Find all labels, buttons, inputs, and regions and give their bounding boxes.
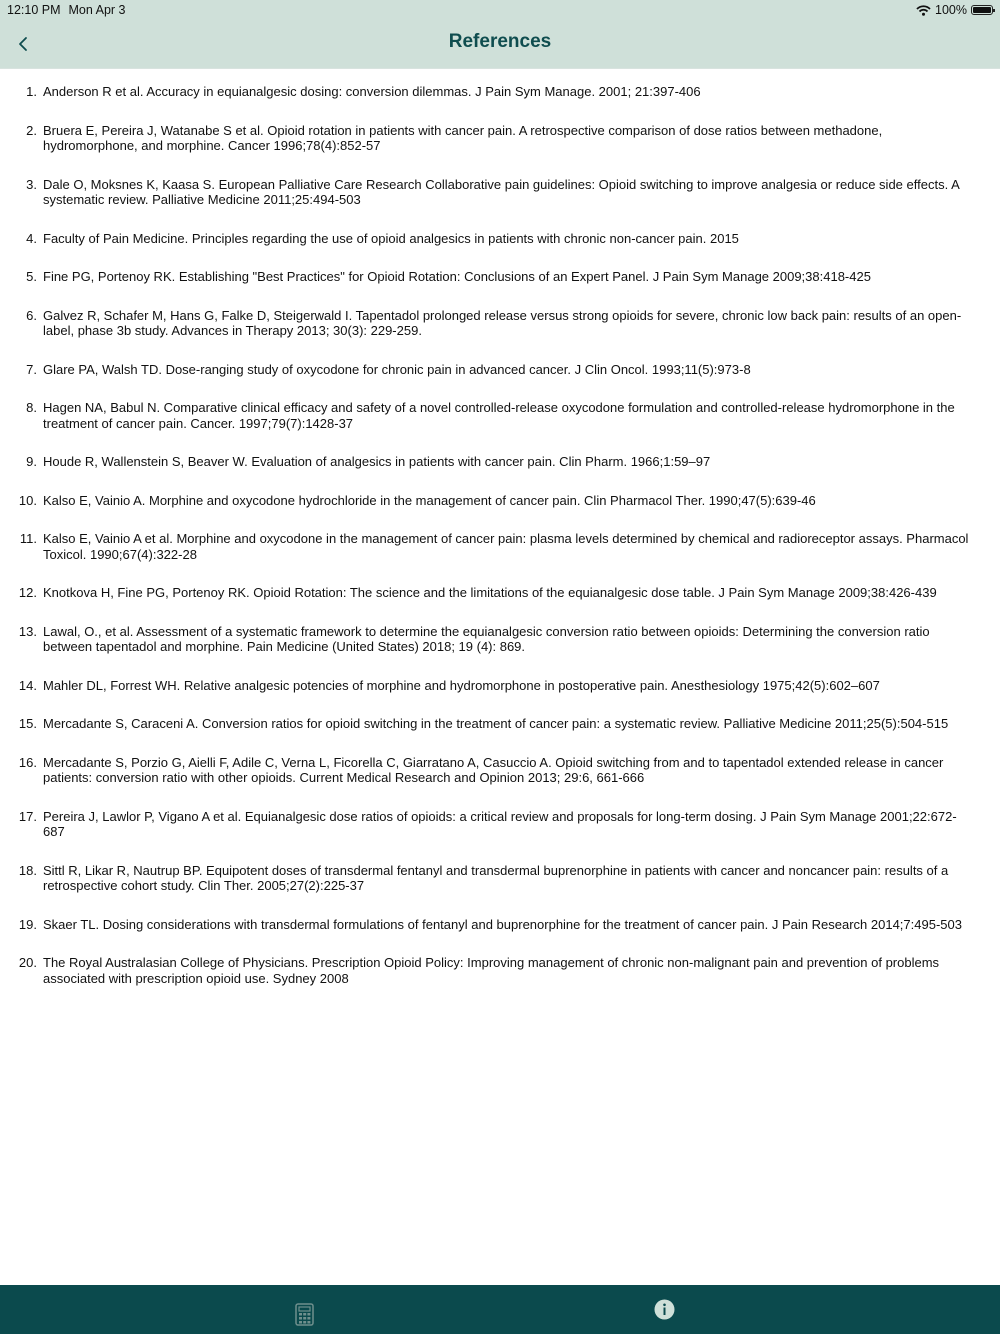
reference-item <box>0 177 1000 208</box>
reference-text: Skaer TL. Dosing considerations with transdermal formulations of fentanyl and buprenorphine for the treatment of cancer pain. J Pain Research 2014;7:495-503 <box>43 916 962 932</box>
reference-number: 18. <box>18 862 37 878</box>
reference-number: 3. <box>26 176 37 192</box>
reference-text: Dale O, Moksnes K, Kaasa S. European Palliative Care Research Collaborative pain guidelines: Opioid switching to improve analgesia or reduce side effects. A systematic review. Palliative Medicine 2011;25:494-503 <box>43 176 960 207</box>
reference-text: Kalso E, Vainio A et al. Morphine and oxycodone in the management of cancer pain: plasma levels determined by chemical and radioreceptor assays. Pharmacol Toxicol. 1990;67(4):322-28 <box>43 531 969 562</box>
tab-info[interactable] <box>654 1299 675 1325</box>
calculator-icon <box>295 1303 315 1327</box>
reference-item <box>0 716 1000 732</box>
references-list <box>0 84 1000 1009</box>
reference-number: 15. <box>18 716 37 731</box>
tab-bar <box>0 1285 1000 1334</box>
status-bar-left <box>7 3 126 17</box>
reference-item <box>0 678 1000 694</box>
reference-text: Mercadante S, Porzio G, Aielli F, Adile C, Verna L, Ficorella C, Giarratano A, Casuccio A. Opioid switching from and to tapentadol extended release in cancer patients: conversion ratio with other opioids. Current Medical Research and Opinion 2013; 29:6, 661-666 <box>43 754 944 785</box>
reference-item <box>0 400 1000 431</box>
reference-item <box>0 863 1000 894</box>
status-date: Mon Apr 3 <box>68 3 126 17</box>
tab-calculator[interactable] <box>295 1303 315 1332</box>
reference-item <box>0 123 1000 154</box>
reference-text: Sittl R, Likar R, Nautrup BP. Equipotent doses of transdermal fentanyl and transdermal buprenorphine in patients with cancer and noncancer pain: results of a retrospective cohort study. Clin Ther. 2005;27(2):225-37 <box>43 862 949 893</box>
reference-text: Bruera E, Pereira J, Watanabe S et al. Opioid rotation in patients with cancer pain. A retrospective comparison of dose ratios between methadone, hydromorphone, and morphine. Cancer 1996;78(4):852-57 <box>43 122 883 153</box>
reference-text: The Royal Australasian College of Physicians. Prescription Opioid Policy: Improving management of chronic non-malignant pain and prevention of problems associated with prescription opioid use. Sydney 2008 <box>43 955 940 986</box>
status-bar-right <box>916 3 993 17</box>
reference-item <box>0 531 1000 562</box>
reference-text: Lawal, O., et al. Assessment of a systematic framework to determine the equianalgesic conversion ratio between opioids: Determining the conversion ratio between tapentadol and morphine. Pain Medicine (United States) 2018; 19 (4): 869. <box>43 623 930 654</box>
reference-item <box>0 585 1000 601</box>
reference-number: 4. <box>26 230 37 246</box>
reference-number: 11. <box>19 531 37 546</box>
page-title: References <box>448 31 552 52</box>
reference-item <box>0 454 1000 470</box>
reference-text: Hagen NA, Babul N. Comparative clinical efficacy and safety of a novel controlled-release oxycodone formulation and controlled-release hydromorphone in the treatment of cancer pain. Cancer. 1997;79(7):1428-37 <box>43 400 955 431</box>
reference-item <box>0 362 1000 378</box>
info-icon <box>654 1299 675 1320</box>
reference-text: Pereira J, Lawlor P, Vigano A et al. Equianalgesic dose ratios of opioids: a critical review and proposals for long-term dosing. J Pain Sym Manage 2001;22:672-687 <box>43 808 957 839</box>
reference-number: 17. <box>18 808 37 824</box>
reference-item <box>0 755 1000 786</box>
reference-item <box>0 809 1000 840</box>
reference-number: 19. <box>18 916 37 932</box>
reference-number: 2. <box>26 122 37 138</box>
reference-number: 8. <box>26 400 37 415</box>
battery-percent: 100% <box>935 3 967 17</box>
reference-text: Fine PG, Portenoy RK. Establishing "Best Practices" for Opioid Rotation: Conclusions of an Expert Panel. J Pain Sym Manage 2009;38:418-425 <box>43 269 871 284</box>
reference-item <box>0 308 1000 339</box>
reference-item <box>0 493 1000 509</box>
status-time: 12:10 PM <box>7 3 61 17</box>
reference-text: Mercadante S, Caraceni A. Conversion ratios for opioid switching in the treatment of cancer pain: a systematic review. Palliative Medicine 2011;25(5):504-515 <box>43 716 949 731</box>
reference-number: 20. <box>18 955 37 970</box>
reference-item <box>0 231 1000 247</box>
reference-number: 12. <box>18 585 37 600</box>
reference-item <box>0 84 1000 100</box>
reference-item <box>0 624 1000 655</box>
wifi-icon <box>916 5 931 16</box>
reference-number: 7. <box>26 361 37 377</box>
reference-text: Anderson R et al. Accuracy in equianalgesic dosing: conversion dilemmas. J Pain Sym Manage. 2001; 21:397-406 <box>43 84 701 99</box>
reference-number: 9. <box>26 454 37 469</box>
reference-item <box>0 269 1000 285</box>
reference-number: 13. <box>18 623 37 639</box>
reference-number: 14. <box>18 677 37 693</box>
reference-text: Knotkova H, Fine PG, Portenoy RK. Opioid Rotation: The science and the limitations of the equianalgesic dose table. J Pain Sym Manage 2009;38:426-439 <box>43 585 937 600</box>
reference-item <box>0 917 1000 933</box>
battery-icon <box>971 5 993 15</box>
reference-number: 16. <box>18 754 37 770</box>
reference-number: 5. <box>26 269 37 284</box>
nav-header <box>0 0 1000 69</box>
reference-text: Glare PA, Walsh TD. Dose-ranging study of oxycodone for chronic pain in advanced cancer. J Clin Oncol. 1993;11(5):973-8 <box>43 361 751 377</box>
reference-text: Houde R, Wallenstein S, Beaver W. Evaluation of analgesics in patients with cancer pain. Clin Pharm. 1966;1:59–97 <box>43 454 711 469</box>
reference-text: Kalso E, Vainio A. Morphine and oxycodone hydrochloride in the management of cancer pain. Clin Pharmacol Ther. 1990;47(5):639-46 <box>43 492 816 508</box>
reference-text: Galvez R, Schafer M, Hans G, Falke D, Steigerwald I. Tapentadol prolonged release versus strong opioids for severe, chronic low back pain: results of an open-label, phase 3b study. Advances in Therapy 2013; 30(3): 229-259. <box>43 307 962 338</box>
reference-number: 1. <box>26 84 37 99</box>
reference-item <box>0 955 1000 986</box>
reference-text: Faculty of Pain Medicine. Principles regarding the use of opioid analgesics in patients with chronic non-cancer pain. 2015 <box>43 230 739 246</box>
reference-number: 6. <box>26 307 37 323</box>
reference-text: Mahler DL, Forrest WH. Relative analgesic potencies of morphine and hydromorphone in postoperative pain. Anesthesiology 1975;42(5):602–607 <box>43 677 880 693</box>
reference-number: 10. <box>18 492 37 508</box>
